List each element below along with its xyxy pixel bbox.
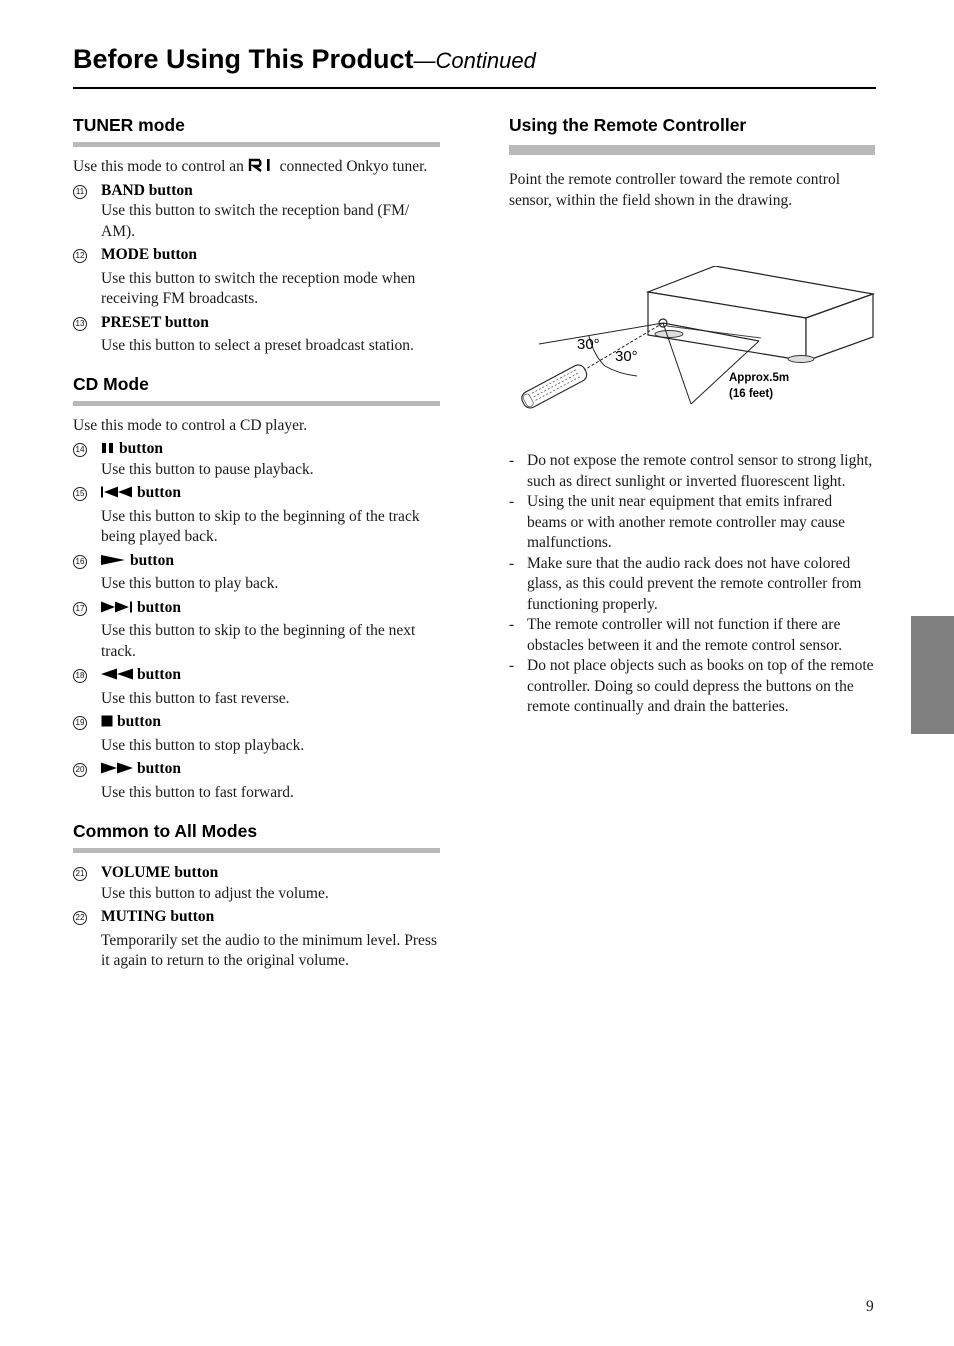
- bullet-text: Make sure that the audio rack does not have colored glass, as this could prevent the remote controller from functioning properly.: [527, 554, 862, 613]
- item-title-text: button: [117, 713, 161, 730]
- fast-forward-icon: [101, 762, 133, 774]
- item-title: [101, 712, 440, 733]
- item-title: MODE button: [101, 246, 198, 263]
- bullet-text: Do not expose the remote control sensor to strong light, such as direct sunlight or inverted fluorescent light.: [527, 452, 873, 490]
- item-desc: Use this button to switch the reception band (FM/ AM).: [101, 202, 410, 240]
- list-item: [509, 554, 875, 616]
- bullet-text: Using the unit near equipment that emits infrared beams or with another remote controller may cause malfunctions.: [527, 493, 846, 551]
- distance-label: [729, 370, 789, 402]
- rewind-icon: [101, 668, 133, 680]
- distance-line1: Approx.5m: [729, 372, 790, 384]
- item-number: 21: [73, 867, 87, 881]
- section-bar: [509, 145, 875, 155]
- distance-line2: (16 feet): [729, 388, 774, 400]
- item-title: [101, 551, 440, 572]
- item-title: VOLUME button: [101, 864, 219, 881]
- page-title-text: Before Using This Product: [73, 44, 414, 74]
- title-rule: [73, 87, 876, 89]
- stop-icon: [101, 715, 113, 727]
- item-title-text: button: [137, 760, 181, 777]
- skip-forward-icon: [101, 601, 133, 613]
- list-item: [509, 451, 875, 492]
- tuner-intro-post: connected Onkyo tuner.: [279, 158, 428, 175]
- item-title: MUTING button: [101, 908, 215, 925]
- list-item: [73, 665, 440, 709]
- bullet-dash: -: [509, 554, 515, 572]
- item-title-text: button: [130, 551, 174, 569]
- item-number: 22: [73, 911, 87, 925]
- item-title: [101, 439, 440, 460]
- item-number: 12: [73, 249, 87, 263]
- pause-icon: [101, 442, 115, 454]
- list-item: [73, 759, 440, 803]
- list-item: [509, 615, 875, 656]
- list-item: [509, 656, 875, 718]
- bullet-dash: -: [509, 493, 515, 510]
- right-column: [509, 115, 875, 718]
- ri-logo-icon: [248, 158, 272, 172]
- item-title: [101, 665, 440, 686]
- item-desc: Use this button to fast reverse.: [101, 689, 290, 707]
- item-title: [101, 759, 440, 780]
- item-number: 15: [73, 487, 87, 501]
- list-item: [73, 907, 440, 972]
- angle-right-label: 30°: [615, 348, 638, 365]
- section-heading-common: Common to All Modes: [73, 821, 258, 841]
- item-desc: Use this button to skip to the beginning of the track being played back.: [101, 507, 420, 545]
- list-item: [73, 551, 440, 595]
- section-heading-cd: CD Mode: [73, 373, 149, 394]
- item-number: 16: [73, 555, 87, 569]
- item-desc: Use this button to pause playback.: [101, 460, 314, 478]
- item-desc: Use this button to select a preset broadcast station.: [101, 337, 414, 354]
- item-number: 13: [73, 317, 87, 331]
- list-item: [73, 598, 440, 663]
- angle-left-label: 30°: [577, 336, 600, 353]
- list-item: [73, 181, 440, 243]
- item-number: 20: [73, 763, 87, 777]
- left-column: [73, 115, 440, 972]
- common-section: [73, 821, 440, 972]
- cd-intro: Use this mode to control a CD player.: [73, 416, 308, 434]
- remote-notes: [509, 451, 875, 718]
- item-desc: Use this button to switch the reception mode when receiving FM broadcasts.: [101, 269, 416, 307]
- item-number: 14: [73, 443, 87, 457]
- item-desc: Use this button to play back.: [101, 575, 279, 592]
- list-item: [509, 492, 875, 554]
- item-desc: Temporarily set the audio to the minimum level. Press it again to return to the original volume.: [101, 931, 437, 969]
- page-title-continued: —Continued: [413, 48, 536, 73]
- item-desc: Use this button to skip to the beginning of the next track.: [101, 622, 416, 660]
- tuner-intro-pre: Use this mode to control an: [73, 158, 244, 175]
- section-tab-marker: [911, 616, 954, 734]
- item-title-text: button: [137, 598, 181, 616]
- cd-section: [73, 374, 440, 804]
- play-icon: [101, 554, 126, 566]
- section-heading-tuner: TUNER mode: [73, 115, 185, 135]
- page-title: [73, 44, 536, 75]
- bullet-dash: -: [509, 452, 515, 469]
- item-number: 18: [73, 669, 87, 683]
- item-number: 19: [73, 716, 87, 730]
- remote-range-diagram: [509, 266, 875, 431]
- section-bar: [73, 848, 440, 853]
- item-title: PRESET button: [101, 313, 209, 331]
- bullet-text: The remote controller will not function if there are obstacles between it and the remote control sensor.: [527, 616, 843, 654]
- bullet-dash: -: [509, 616, 515, 633]
- bullet-text: Do not place objects such as books on top of the remote controller. Doing so could depress the buttons on the remote continually and drain the batteries.: [527, 657, 874, 715]
- remote-range-illustration: [509, 266, 875, 431]
- skip-back-icon: [101, 486, 133, 498]
- item-number: 11: [73, 185, 87, 199]
- list-item: [73, 483, 440, 548]
- section-bar: [73, 401, 440, 406]
- section-heading-remote: Using the Remote Controller: [509, 115, 747, 135]
- tuner-intro: [73, 157, 440, 178]
- item-title: BAND button: [101, 181, 193, 199]
- remote-intro: Point the remote controller toward the remote control sensor, within the field shown in the drawing.: [509, 171, 840, 209]
- section-bar: [73, 142, 440, 147]
- list-item: [73, 245, 440, 310]
- list-item: [73, 439, 440, 480]
- item-desc: Use this button to fast forward.: [101, 783, 294, 801]
- item-desc: Use this button to adjust the volume.: [101, 884, 329, 902]
- item-title-text: button: [137, 666, 181, 683]
- list-item: [73, 313, 440, 357]
- bullet-dash: -: [509, 657, 515, 674]
- item-number: 17: [73, 602, 87, 616]
- item-title: [101, 598, 440, 619]
- page-number: 9: [866, 1298, 874, 1315]
- item-title-text: button: [119, 440, 163, 457]
- tuner-section: [73, 115, 440, 357]
- item-desc: Use this button to stop playback.: [101, 736, 305, 754]
- list-item: [73, 863, 440, 904]
- list-item: [73, 712, 440, 756]
- item-title-text: button: [137, 484, 181, 501]
- item-title: [101, 483, 440, 504]
